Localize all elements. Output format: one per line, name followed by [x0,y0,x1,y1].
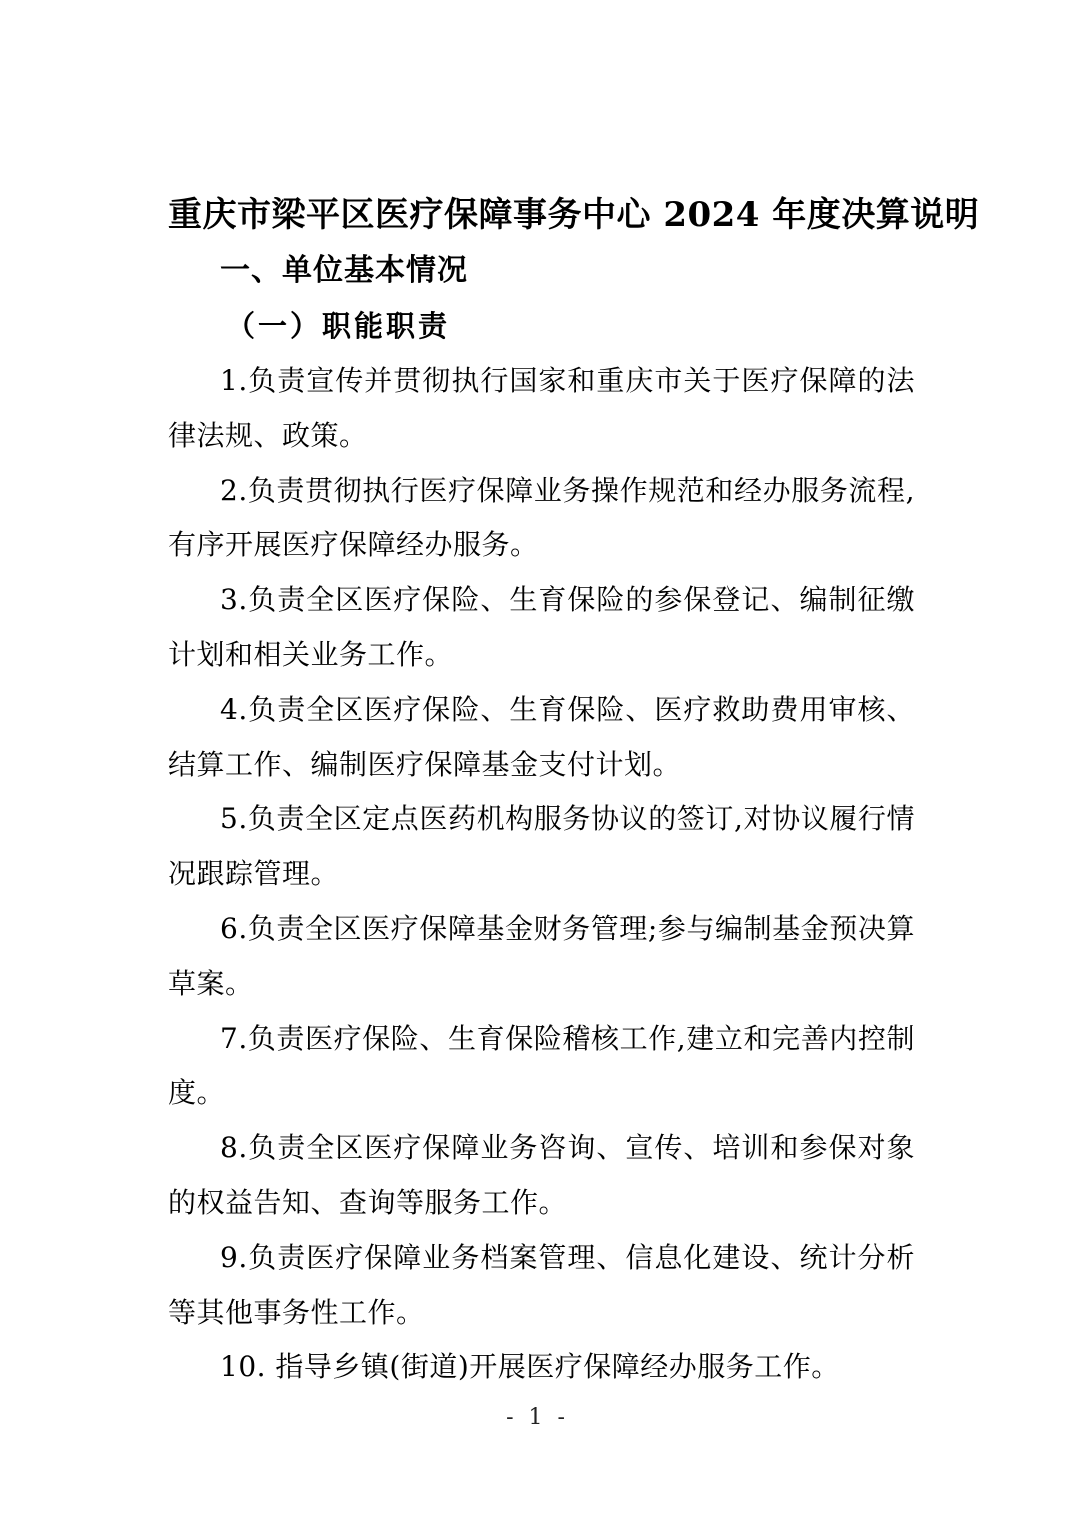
body-paragraph: 9.负责医疗保障业务档案管理、信息化建设、统计分析等其他事务性工作。 [168,1240,915,1329]
body-paragraph: 5.负责全区定点医药机构服务协议的签订,对协议履行情况跟踪管理。 [168,802,915,891]
page-number: - 1 - [506,1405,569,1430]
body-paragraph: 1.负责宣传并贯彻执行国家和重庆市关于医疗保障的法律法规、政策。 [168,364,915,452]
body-paragraph: 6.负责全区医疗保障基金财务管理;参与编制基金预决算草案。 [168,911,915,1000]
document-body [168,188,980,1395]
body-paragraph: 2.负责贯彻执行医疗保障业务操作规范和经办服务流程,有序开展医疗保障经办服务。 [168,473,915,562]
body-paragraph: 10. 指导乡镇(街道)开展医疗保障经办服务工作。 [220,1350,840,1384]
body-paragraph: 8.负责全区医疗保障业务咨询、宣传、培训和参保对象的权益告知、查询等服务工作。 [168,1131,915,1219]
subsection-heading: （一）职能职责 [226,309,451,343]
document-title: 重庆市梁平区医疗保障事务中心 2024 年度决算说明 [168,195,980,235]
body-paragraph: 4.负责全区医疗保险、生育保险、医疗救助费用审核、结算工作、编制医疗保障基金支付计划。 [168,692,915,781]
body-paragraph: 3.负责全区医疗保险、生育保险的参保登记、编制征缴计划和相关业务工作。 [168,583,915,671]
body-paragraph: 7.负责医疗保险、生育保险稽核工作,建立和完善内控制度。 [168,1021,915,1110]
section-heading: 一、单位基本情况 [220,253,468,288]
